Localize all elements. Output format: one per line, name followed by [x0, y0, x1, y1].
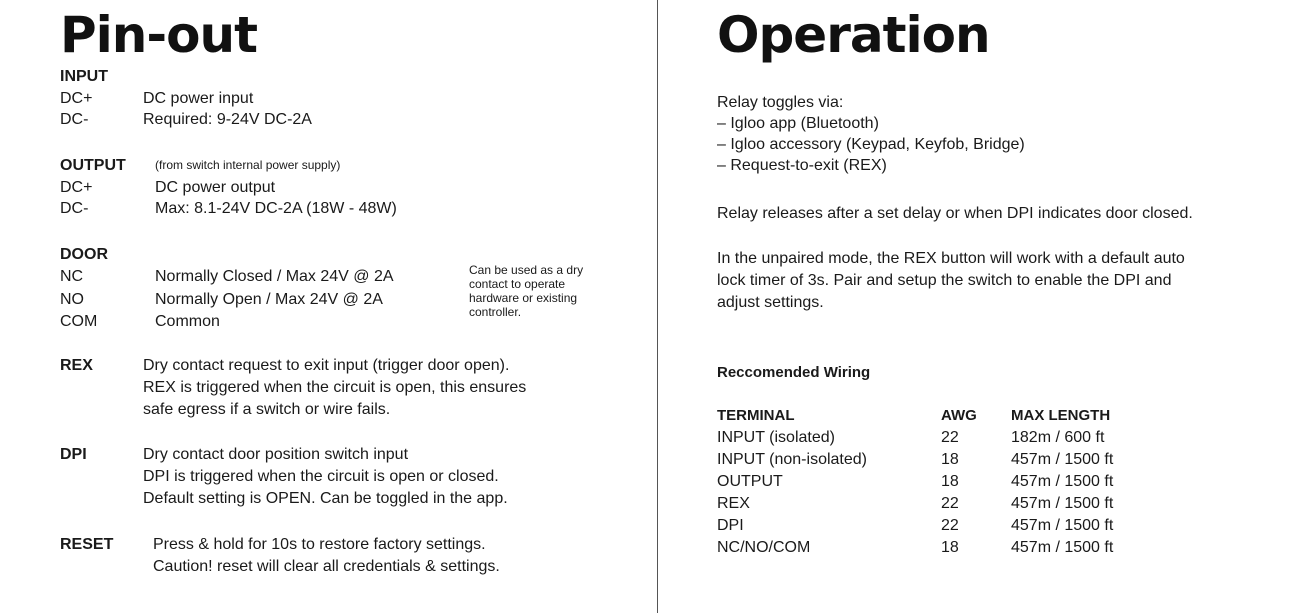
input-pin: DC+	[60, 90, 93, 107]
door-note-line: controller.	[469, 305, 522, 319]
rex-line: REX is triggered when the circuit is open, this ensures	[143, 379, 527, 396]
output-pin: DC-	[60, 200, 89, 217]
column-divider	[657, 0, 658, 613]
wiring-cell: 22	[941, 429, 959, 446]
pinout-title: Pin-out	[60, 6, 257, 64]
wiring-col-header: MAX LENGTH	[1011, 407, 1111, 424]
reset-line: Press & hold for 10s to restore factory settings.	[153, 536, 486, 553]
output-desc: Max: 8.1-24V DC-2A (18W - 48W)	[155, 200, 397, 217]
relay-line: – Request-to-exit (REX)	[717, 157, 887, 174]
door-note-line: contact to operate	[469, 277, 566, 291]
output-heading: OUTPUT	[60, 157, 126, 174]
door-note-line: Can be used as a dry	[469, 263, 584, 277]
door-pin: NC	[60, 268, 84, 285]
unpaired-line: In the unpaired mode, the REX button will work with a default auto	[717, 250, 1185, 267]
input-pin: DC-	[60, 111, 89, 128]
wiring-cell: INPUT (isolated)	[717, 429, 835, 446]
wiring-cell: 22	[941, 495, 959, 512]
relay-line: – Igloo app (Bluetooth)	[717, 115, 879, 132]
relay-line: – Igloo accessory (Keypad, Keyfob, Bridge)	[717, 136, 1025, 153]
wiring-cell: 457m / 1500 ft	[1011, 451, 1114, 468]
wiring-cell: 457m / 1500 ft	[1011, 473, 1114, 490]
rex-line: Dry contact request to exit input (trigger door open).	[143, 357, 510, 374]
input-heading: INPUT	[60, 68, 108, 85]
wiring-cell: REX	[717, 495, 750, 512]
wiring-cell: 182m / 600 ft	[1011, 429, 1105, 446]
output-note: (from switch internal power supply)	[155, 158, 341, 172]
door-desc: Normally Closed / Max 24V @ 2A	[155, 268, 394, 285]
dpi-line: DPI is triggered when the circuit is open or closed.	[143, 468, 499, 485]
output-desc: DC power output	[155, 179, 276, 196]
input-desc: DC power input	[143, 90, 254, 107]
dpi-line: Dry contact door position switch input	[143, 446, 409, 463]
unpaired-line: adjust settings.	[717, 294, 824, 311]
wiring-cell: OUTPUT	[717, 473, 783, 490]
reset-line: Caution! reset will clear all credentials & settings.	[153, 558, 500, 575]
wiring-cell: 457m / 1500 ft	[1011, 539, 1114, 556]
door-pin: COM	[60, 313, 98, 330]
door-desc: Normally Open / Max 24V @ 2A	[155, 291, 383, 308]
wiring-heading: Reccomended Wiring	[717, 364, 871, 381]
rex-line: safe egress if a switch or wire fails.	[143, 401, 391, 418]
wiring-col-header: AWG	[941, 407, 977, 424]
reset-label: RESET	[60, 536, 114, 553]
wiring-cell: 18	[941, 539, 959, 556]
wiring-cell: INPUT (non-isolated)	[717, 451, 867, 468]
wiring-cell: NC/NO/COM	[717, 539, 811, 556]
operation-title: Operation	[717, 6, 990, 64]
rex-label: REX	[60, 357, 93, 374]
wiring-cell: 457m / 1500 ft	[1011, 495, 1114, 512]
output-pin: DC+	[60, 179, 93, 196]
door-note-line: hardware or existing	[469, 291, 578, 305]
door-heading: DOOR	[60, 246, 108, 263]
wiring-cell: 18	[941, 473, 959, 490]
release-line: Relay releases after a set delay or when DPI indicates door closed.	[717, 205, 1193, 222]
dpi-label: DPI	[60, 446, 87, 463]
wiring-cell: 18	[941, 451, 959, 468]
wiring-cell: 457m / 1500 ft	[1011, 517, 1114, 534]
wiring-cell: DPI	[717, 517, 744, 534]
unpaired-line: lock timer of 3s. Pair and setup the switch to enable the DPI and	[717, 272, 1172, 289]
relay-line: Relay toggles via:	[717, 94, 844, 111]
wiring-col-header: TERMINAL	[717, 407, 795, 424]
door-desc: Common	[155, 313, 220, 330]
door-pin: NO	[60, 291, 84, 308]
dpi-line: Default setting is OPEN. Can be toggled in the app.	[143, 490, 508, 507]
wiring-cell: 22	[941, 517, 959, 534]
input-desc: Required: 9-24V DC-2A	[143, 111, 312, 128]
